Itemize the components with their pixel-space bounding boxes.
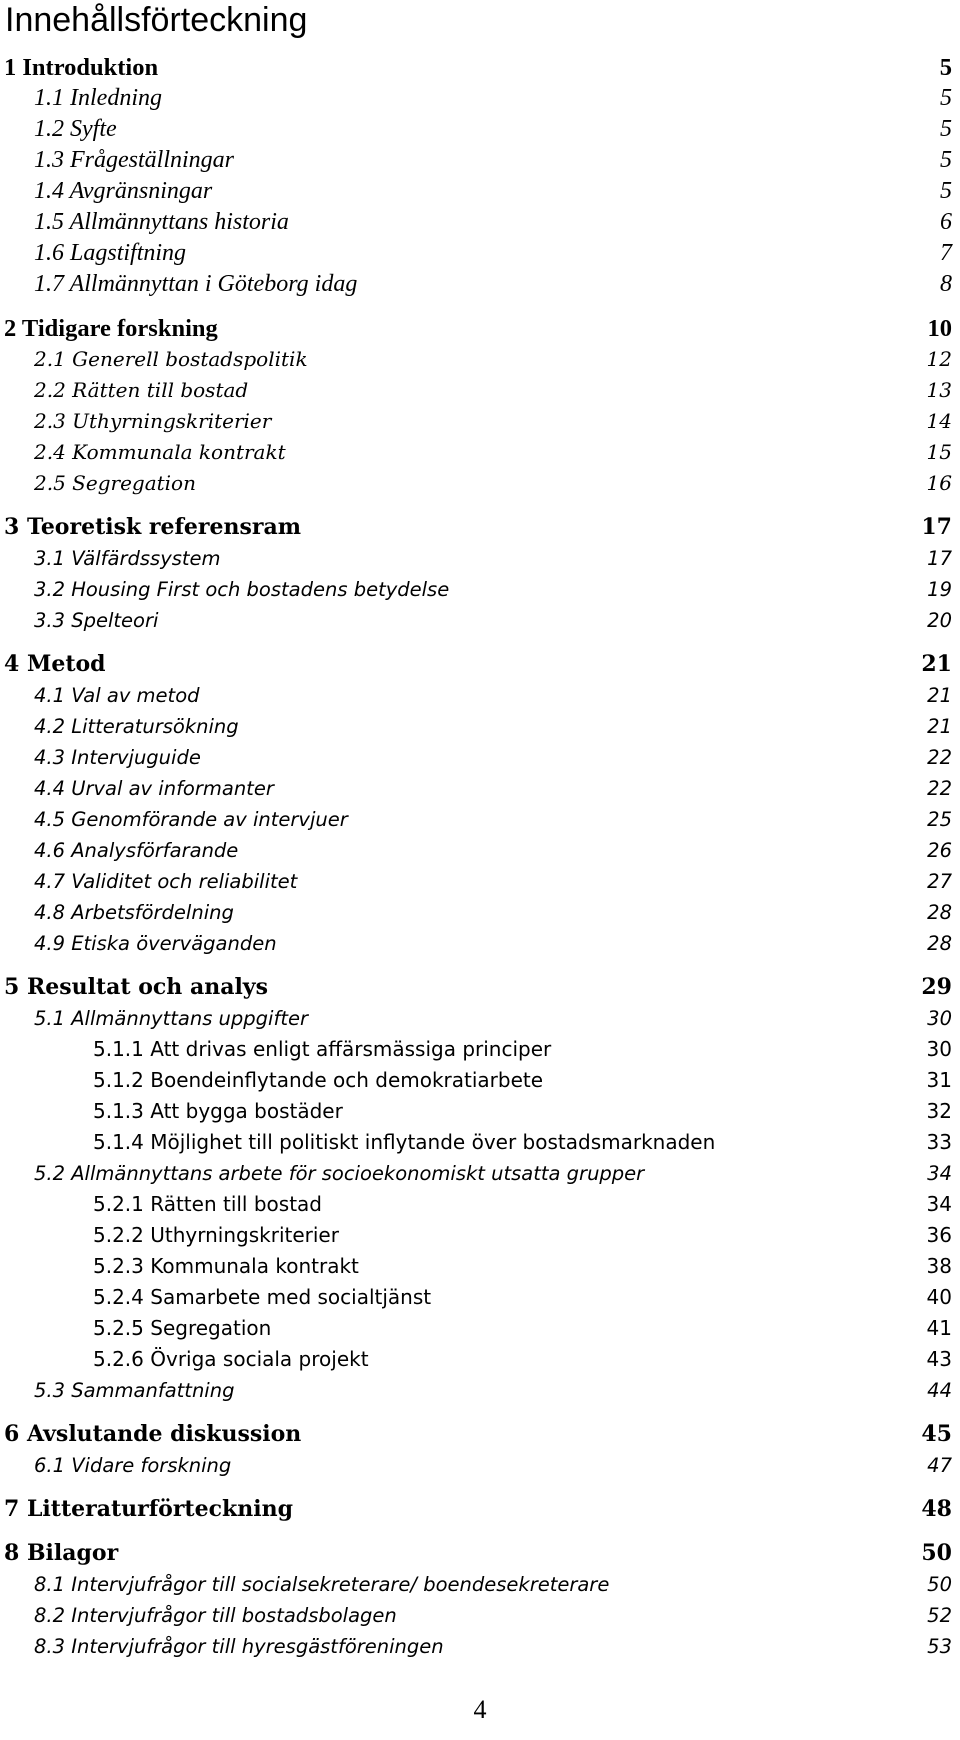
toc-entry[interactable] bbox=[0, 145, 960, 176]
toc-entry[interactable] bbox=[0, 1003, 960, 1034]
toc-entry[interactable] bbox=[0, 1158, 960, 1189]
toc-label: 4.4 Urval av informanter bbox=[34, 777, 274, 800]
toc-entry[interactable] bbox=[0, 1450, 960, 1481]
toc-entry[interactable] bbox=[0, 605, 960, 636]
toc-label: 1.5 Allmännyttans historia bbox=[34, 209, 289, 235]
toc-entry[interactable] bbox=[0, 1313, 960, 1344]
toc-page: 21 bbox=[927, 684, 952, 707]
toc-page: 44 bbox=[927, 1379, 952, 1402]
toc-page: 27 bbox=[927, 870, 952, 893]
toc-entry[interactable] bbox=[0, 866, 960, 897]
toc-page: 19 bbox=[927, 578, 952, 601]
toc-label: 4.8 Arbetsfördelning bbox=[34, 901, 234, 924]
toc-label: 2.2 Rätten till bostad bbox=[34, 378, 249, 402]
toc-label: 4.2 Litteratursökning bbox=[34, 715, 239, 738]
toc-page: 38 bbox=[926, 1254, 952, 1278]
toc-label: 4.5 Genomförande av intervjuer bbox=[34, 808, 348, 831]
toc-label: 2.5 Segregation bbox=[34, 471, 196, 495]
toc-entry[interactable] bbox=[0, 649, 960, 680]
toc-page: 30 bbox=[927, 1007, 952, 1030]
toc-page: 5 bbox=[939, 54, 952, 81]
toc-entry[interactable] bbox=[0, 1419, 960, 1450]
toc-label: 4.6 Analysförfarande bbox=[34, 839, 239, 862]
toc-page: 8 bbox=[940, 271, 952, 297]
toc-page: 45 bbox=[921, 1421, 952, 1447]
toc-page: 48 bbox=[921, 1496, 952, 1522]
toc-page: 53 bbox=[927, 1635, 952, 1658]
toc-entry[interactable] bbox=[0, 1251, 960, 1282]
toc-entry[interactable] bbox=[0, 406, 960, 437]
toc-entry[interactable] bbox=[0, 269, 960, 300]
toc-label: 1 Introduktion bbox=[4, 54, 159, 81]
toc-label: 8 Bilagor bbox=[4, 1540, 119, 1566]
toc-label: 1.4 Avgränsningar bbox=[34, 178, 213, 204]
toc-entry[interactable] bbox=[0, 543, 960, 574]
toc-label: 5.2.3 Kommunala kontrakt bbox=[93, 1254, 359, 1278]
page-title: Innehållsförteckning bbox=[5, 1, 308, 39]
toc-entry[interactable] bbox=[0, 1538, 960, 1569]
toc-label: 1.3 Frågeställningar bbox=[34, 147, 235, 173]
toc-label: 4.7 Validitet och reliabilitet bbox=[34, 870, 298, 893]
toc-page: 7 bbox=[940, 240, 952, 266]
toc-entry[interactable] bbox=[0, 711, 960, 742]
table-of-contents bbox=[0, 52, 960, 1662]
toc-label: 1.2 Syfte bbox=[34, 116, 117, 142]
toc-entry[interactable] bbox=[0, 928, 960, 959]
toc-entry[interactable] bbox=[0, 1569, 960, 1600]
toc-label: 4.9 Etiska överväganden bbox=[34, 932, 277, 955]
toc-label: 5.2.5 Segregation bbox=[93, 1316, 272, 1340]
toc-entry[interactable] bbox=[0, 574, 960, 605]
toc-label: 6 Avslutande diskussion bbox=[4, 1421, 302, 1447]
toc-page: 34 bbox=[927, 1162, 952, 1185]
toc-page: 21 bbox=[927, 715, 952, 738]
toc-page: 20 bbox=[927, 609, 952, 632]
toc-label: 1.7 Allmännyttan i Göteborg idag bbox=[34, 271, 358, 297]
toc-label: 2.4 Kommunala kontrakt bbox=[34, 440, 286, 464]
toc-page: 22 bbox=[927, 777, 952, 800]
toc-label: 3.3 Spelteori bbox=[34, 609, 159, 632]
toc-entry[interactable] bbox=[0, 1631, 960, 1662]
toc-page: 31 bbox=[926, 1068, 952, 1092]
toc-label: 2.3 Uthyrningskriterier bbox=[34, 409, 272, 433]
toc-entry[interactable] bbox=[0, 897, 960, 928]
toc-label: 4.1 Val av metod bbox=[34, 684, 200, 707]
toc-label: 5.1.3 Att bygga bostäder bbox=[93, 1099, 343, 1123]
toc-entry[interactable] bbox=[0, 1600, 960, 1631]
toc-label: 7 Litteraturförteckning bbox=[4, 1496, 293, 1522]
toc-label: 5.1.2 Boendeinflytande och demokratiarbete bbox=[93, 1068, 544, 1092]
toc-label: 1.1 Inledning bbox=[34, 85, 162, 111]
toc-label: 5.1.4 Möjlighet till politiskt inflytande över bostadsmarknaden bbox=[93, 1130, 716, 1154]
toc-page: 50 bbox=[927, 1573, 952, 1596]
toc-label: 5 Resultat och analys bbox=[4, 974, 268, 1000]
toc-entry[interactable] bbox=[0, 512, 960, 543]
toc-entry[interactable] bbox=[0, 1034, 960, 1065]
toc-entry[interactable] bbox=[0, 680, 960, 711]
toc-label: 1.6 Lagstiftning bbox=[34, 240, 187, 266]
toc-label: 3 Teoretisk referensram bbox=[4, 514, 302, 540]
toc-label: 5.2.4 Samarbete med socialtjänst bbox=[93, 1285, 432, 1309]
toc-entry[interactable] bbox=[0, 1065, 960, 1096]
toc-label: 5.3 Sammanfattning bbox=[34, 1379, 235, 1402]
toc-entry[interactable] bbox=[0, 773, 960, 804]
toc-page: 17 bbox=[921, 514, 952, 540]
toc-entry[interactable] bbox=[0, 375, 960, 406]
toc-entry[interactable] bbox=[0, 1375, 960, 1406]
toc-page: 5 bbox=[940, 147, 952, 173]
toc-entry[interactable] bbox=[0, 835, 960, 866]
toc-page: 32 bbox=[926, 1099, 952, 1123]
toc-page: 13 bbox=[926, 378, 952, 402]
toc-page: 28 bbox=[927, 932, 952, 955]
toc-entry[interactable] bbox=[0, 1282, 960, 1313]
toc-entry[interactable] bbox=[0, 83, 960, 114]
toc-page: 5 bbox=[940, 116, 952, 142]
toc-label: 3.1 Välfärdssystem bbox=[34, 547, 221, 570]
toc-page: 30 bbox=[926, 1037, 952, 1061]
toc-page: 21 bbox=[921, 651, 952, 677]
toc-page: 28 bbox=[927, 901, 952, 924]
toc-label: 6.1 Vidare forskning bbox=[34, 1454, 232, 1477]
toc-page: 47 bbox=[927, 1454, 952, 1477]
toc-page: 6 bbox=[940, 209, 952, 235]
toc-label: 2.1 Generell bostadspolitik bbox=[34, 347, 308, 371]
toc-page: 17 bbox=[927, 547, 952, 570]
toc-page: 41 bbox=[926, 1316, 952, 1340]
toc-label: 2 Tidigare forskning bbox=[4, 315, 218, 342]
toc-entry[interactable] bbox=[0, 238, 960, 269]
toc-page: 14 bbox=[926, 409, 952, 433]
toc-page: 26 bbox=[927, 839, 952, 862]
toc-entry[interactable] bbox=[0, 1189, 960, 1220]
toc-entry[interactable] bbox=[0, 1494, 960, 1525]
toc-entry[interactable] bbox=[0, 176, 960, 207]
toc-entry[interactable] bbox=[0, 114, 960, 145]
toc-label: 5.2 Allmännyttans arbete för socioekonomiskt utsatta grupper bbox=[34, 1162, 645, 1185]
toc-label: 5.1.1 Att drivas enligt affärsmässiga principer bbox=[93, 1037, 552, 1061]
toc-entry[interactable] bbox=[0, 972, 960, 1003]
toc-entry[interactable] bbox=[0, 1220, 960, 1251]
toc-label: 4 Metod bbox=[4, 651, 106, 677]
toc-page: 40 bbox=[926, 1285, 952, 1309]
toc-entry[interactable] bbox=[0, 804, 960, 835]
page-number: 4 bbox=[473, 1695, 487, 1724]
toc-entry[interactable] bbox=[0, 52, 960, 83]
toc-page: 25 bbox=[927, 808, 952, 831]
toc-page: 36 bbox=[926, 1223, 952, 1247]
toc-page: 16 bbox=[926, 471, 952, 495]
toc-page: 50 bbox=[921, 1540, 952, 1566]
toc-entry[interactable] bbox=[0, 468, 960, 499]
toc-page: 22 bbox=[927, 746, 952, 769]
toc-entry[interactable] bbox=[0, 207, 960, 238]
toc-label: 5.1 Allmännyttans uppgifter bbox=[34, 1007, 308, 1030]
toc-page: 34 bbox=[926, 1192, 952, 1216]
toc-entry[interactable] bbox=[0, 742, 960, 773]
toc-entry[interactable] bbox=[0, 344, 960, 375]
toc-label: 3.2 Housing First och bostadens betydelse bbox=[34, 578, 450, 601]
toc-page: 43 bbox=[926, 1347, 952, 1371]
toc-label: 5.2.6 Övriga sociala projekt bbox=[93, 1347, 369, 1371]
toc-page: 33 bbox=[926, 1130, 952, 1154]
toc-entry[interactable] bbox=[0, 1127, 960, 1158]
toc-page: 29 bbox=[921, 974, 952, 1000]
toc-entry[interactable] bbox=[0, 1344, 960, 1375]
toc-page: 5 bbox=[940, 85, 952, 111]
toc-label: 5.2.1 Rätten till bostad bbox=[93, 1192, 322, 1216]
toc-page: 52 bbox=[927, 1604, 952, 1627]
toc-page: 12 bbox=[926, 347, 952, 371]
toc-label: 8.2 Intervjufrågor till bostadsbolagen bbox=[34, 1604, 397, 1627]
toc-label: 5.2.2 Uthyrningskriterier bbox=[93, 1223, 339, 1247]
toc-entry[interactable] bbox=[0, 1096, 960, 1127]
toc-label: 4.3 Intervjuguide bbox=[34, 746, 201, 769]
toc-label: 8.1 Intervjufrågor till socialsekreterare/ boendesekreterare bbox=[34, 1573, 610, 1596]
toc-page: 5 bbox=[940, 178, 952, 204]
toc-entry[interactable] bbox=[0, 313, 960, 344]
toc-entry[interactable] bbox=[0, 437, 960, 468]
toc-label: 8.3 Intervjufrågor till hyresgästföreningen bbox=[34, 1635, 444, 1658]
toc-page: 10 bbox=[927, 315, 952, 342]
toc-page: 15 bbox=[926, 440, 952, 464]
